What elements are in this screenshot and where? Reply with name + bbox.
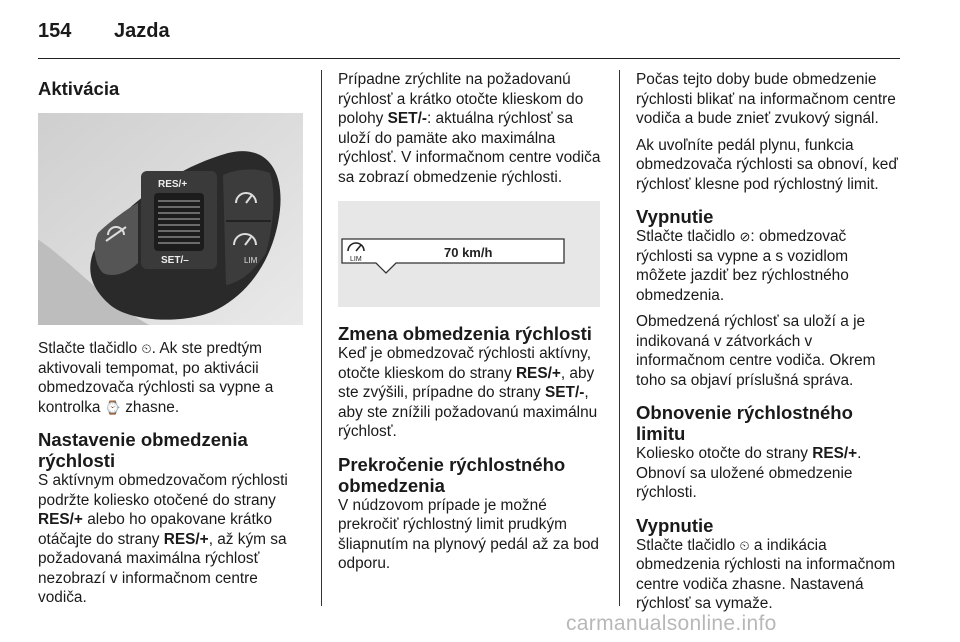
column-1: [38, 70, 308, 608]
heading-deactivate-1: Vypnutie: [636, 206, 714, 227]
paragraph-blinking: Počas tejto doby bude obmedzenie rýchlosti blikať na informačnom centre vodiča a bude znieť zvukový signál.: [636, 71, 896, 127]
cruise-control-icon: ⌚: [104, 399, 121, 415]
heading-activation: Aktivácia: [38, 78, 120, 99]
page-number: 154: [38, 20, 72, 42]
lim-label: LIM: [244, 256, 258, 265]
heading-set-limit: Nastavenie obmedzenia rýchlosti: [38, 429, 248, 471]
paragraph-activation: Stlačte tlačidlo ⏲. Ak ste predtým aktivovali tempomat, po aktivácii obmedzovača rýchlosti sa vypne a kontrolka ⌚ zhasne.: [38, 340, 274, 416]
heading-exceed-limit: Prekročenie rýchlostného obmedzenia: [338, 453, 566, 496]
heading-restore-limit: Obnovenie rýchlostného limitu: [636, 402, 853, 444]
paragraph-set-limit: S aktívnym obmedzovačom rýchlosti podržte koliesko otočené do strany RES/+ alebo ho opakovane krátko otáčajte do strany RES/+, až kým sa požadovaná maximálna rýchlosť nezobrazí v informačnom centre vodiča.: [38, 472, 288, 606]
speed-limiter-icon: ⏲: [739, 537, 750, 553]
page-header: [38, 20, 170, 43]
paragraph-release-pedal: Ak uvoľníte pedál plynu, funkcia obmedzovača rýchlosti sa obnoví, keď rýchlosť klesne pod rýchlostný limit.: [636, 136, 898, 193]
watermark: carmanualsonline.info: [566, 612, 777, 635]
column-divider-2: [619, 70, 620, 606]
header-rule: [38, 58, 900, 59]
heading-change-limit: Zmena obmedzenia rýchlosti: [338, 323, 592, 344]
speed-limiter-icon: ⏲: [141, 341, 152, 356]
section-title: Jazda: [114, 20, 170, 42]
paragraph-accelerate: Prípadne zrýchlite na požadovanú rýchlosť a krátko otočte klieskom do polohy SET/-: aktuálna rýchlosť sa uloží do pamäte ako maximálna rýchlosť. V informačnom centre vodiča sa zobrazí obmedzenie rýchlosti.: [338, 71, 601, 186]
paragraph-deactivate-2: Stlačte tlačidlo ⏲ a indikácia obmedzenia rýchlosti na informačnom centre vodiča zhasne. Nastavená rýchlosť sa vymaže.: [636, 536, 896, 612]
set-label: SET/–: [161, 255, 189, 266]
steering-wheel-controls-illustration: [38, 113, 303, 325]
res-label: RES/+: [158, 179, 188, 190]
cancel-icon: ⊘: [739, 229, 751, 244]
heading-deactivate-2: Vypnutie: [636, 514, 714, 536]
paragraph-restore-limit: Koliesko otočte do strany RES/+. Obnoví sa uložené obmedzenie rýchlosti.: [636, 445, 862, 501]
steering-wheel-controls-photo: [38, 113, 303, 325]
driver-info-display-illustration: [338, 201, 600, 307]
display-speed: 70 km/h: [444, 245, 493, 260]
display-lim-label: LIM: [350, 256, 362, 263]
column-3: [636, 70, 900, 614]
display-drawing: [338, 201, 600, 307]
paragraph-change-limit: Keď je obmedzovač rýchlosti aktívny, otočte klieskom do strany RES/+, aby ste zvýšili, prípadne do strany SET/-, aby ste znížili požadovanú maximálnu rýchlosť.: [338, 345, 598, 440]
paragraph-deactivate-1: Stlačte tlačidlo ⊘: obmedzovač rýchlosti sa vypne a s vozidlom môžete jazdiť bez rýchlostného obmedzenia.: [636, 228, 849, 304]
paragraph-exceed-limit: V núdzovom prípade je možné prekročiť rýchlostný limit prudkým šliapnutím na plynový pedál až za bod odporu.: [338, 496, 599, 572]
column-2: [338, 70, 606, 574]
paragraph-stored-speed: Obmedzená rýchlosť sa uloží a je indikovaná v zátvorkách v informačnom centre vodiča. Okrem toho sa objaví príslušná správa.: [636, 313, 876, 389]
column-divider-1: [321, 70, 322, 606]
